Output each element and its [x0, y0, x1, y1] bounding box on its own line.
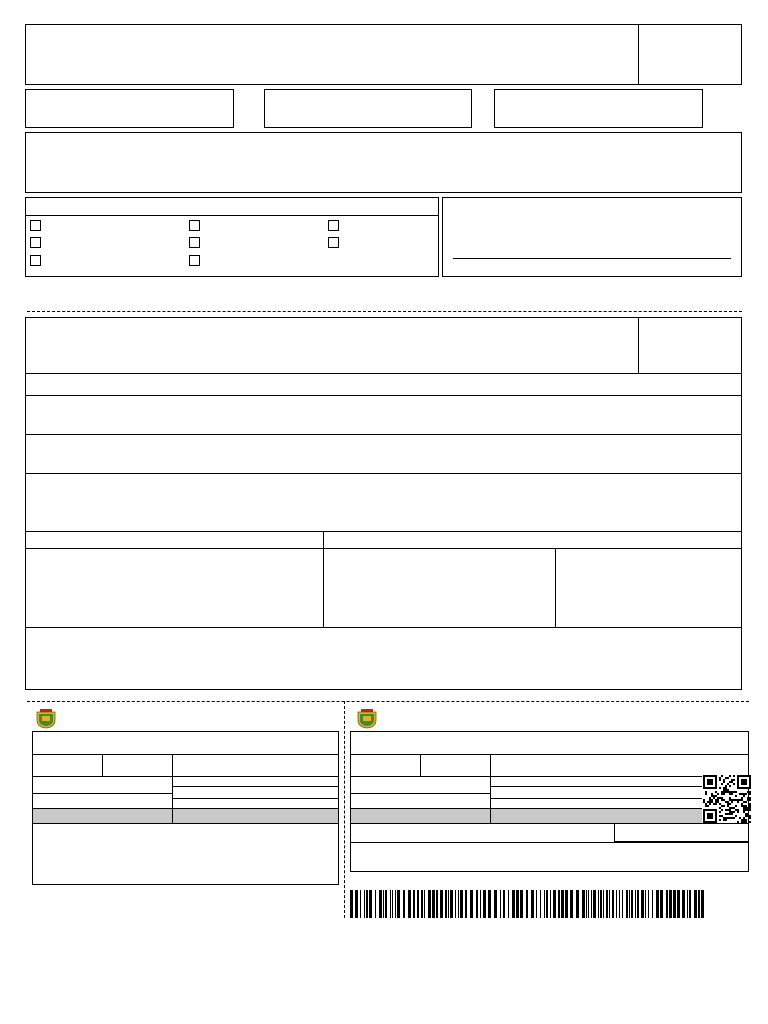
signature-box — [442, 197, 742, 277]
left-stub-shaded-row — [33, 809, 338, 823]
field-box-1[interactable] — [25, 89, 234, 128]
left-stub-line-3 — [32, 793, 172, 794]
cut-line-2 — [27, 701, 749, 702]
checkbox-8[interactable] — [328, 237, 339, 248]
middle-line-2 — [25, 395, 742, 396]
left-stub-vdiv-2 — [172, 754, 173, 823]
right-stub-line-1 — [350, 754, 749, 755]
qr-code-icon — [703, 775, 751, 823]
checkbox-6[interactable] — [189, 255, 200, 266]
left-stub-line-2 — [32, 776, 339, 777]
checkbox-1[interactable] — [30, 220, 41, 231]
right-stub-vdiv-2 — [490, 754, 491, 823]
right-stub-shaded-row — [351, 809, 702, 823]
middle-line-7 — [25, 627, 742, 628]
middle-col-divider-1 — [323, 531, 324, 627]
middle-line-1 — [25, 373, 742, 374]
left-stub-line-5 — [172, 798, 339, 799]
middle-line-3 — [25, 434, 742, 435]
right-stub-line-3 — [350, 793, 490, 794]
header-divider — [638, 24, 639, 85]
checkbox-2[interactable] — [30, 237, 41, 248]
middle-header-divider — [638, 317, 639, 373]
left-stub-line-7 — [32, 823, 339, 824]
middle-col-divider-2 — [555, 548, 556, 627]
description-box[interactable] — [25, 132, 742, 193]
right-stub-vdiv-1 — [420, 754, 421, 776]
seal-icon-right — [356, 709, 378, 729]
right-stub-line-8 — [350, 842, 749, 843]
left-stub-vdiv-1 — [102, 754, 103, 776]
signature-line — [453, 258, 731, 259]
right-stub-line-2 — [350, 776, 702, 777]
middle-line-6 — [25, 548, 742, 549]
checkbox-5[interactable] — [189, 237, 200, 248]
left-stub-line-4 — [172, 786, 339, 787]
right-stub — [350, 731, 749, 872]
checkbox-panel-header-line — [25, 215, 439, 216]
middle-line-4 — [25, 473, 742, 474]
checkbox-panel — [25, 197, 439, 277]
cut-line-1 — [27, 311, 742, 312]
checkbox-4[interactable] — [189, 220, 200, 231]
checkbox-3[interactable] — [30, 255, 41, 266]
field-box-2[interactable] — [264, 89, 472, 128]
right-stub-line-4 — [490, 786, 702, 787]
left-stub-line-1 — [32, 754, 339, 755]
header-box — [25, 24, 742, 85]
seal-icon — [35, 709, 57, 729]
middle-line-5 — [25, 531, 742, 532]
cut-line-vertical — [344, 701, 345, 918]
barcode-icon — [350, 890, 705, 918]
field-box-3[interactable] — [494, 89, 703, 128]
right-stub-total-box — [614, 823, 749, 842]
checkbox-7[interactable] — [328, 220, 339, 231]
right-stub-line-7 — [350, 823, 615, 824]
right-stub-line-5 — [490, 798, 702, 799]
